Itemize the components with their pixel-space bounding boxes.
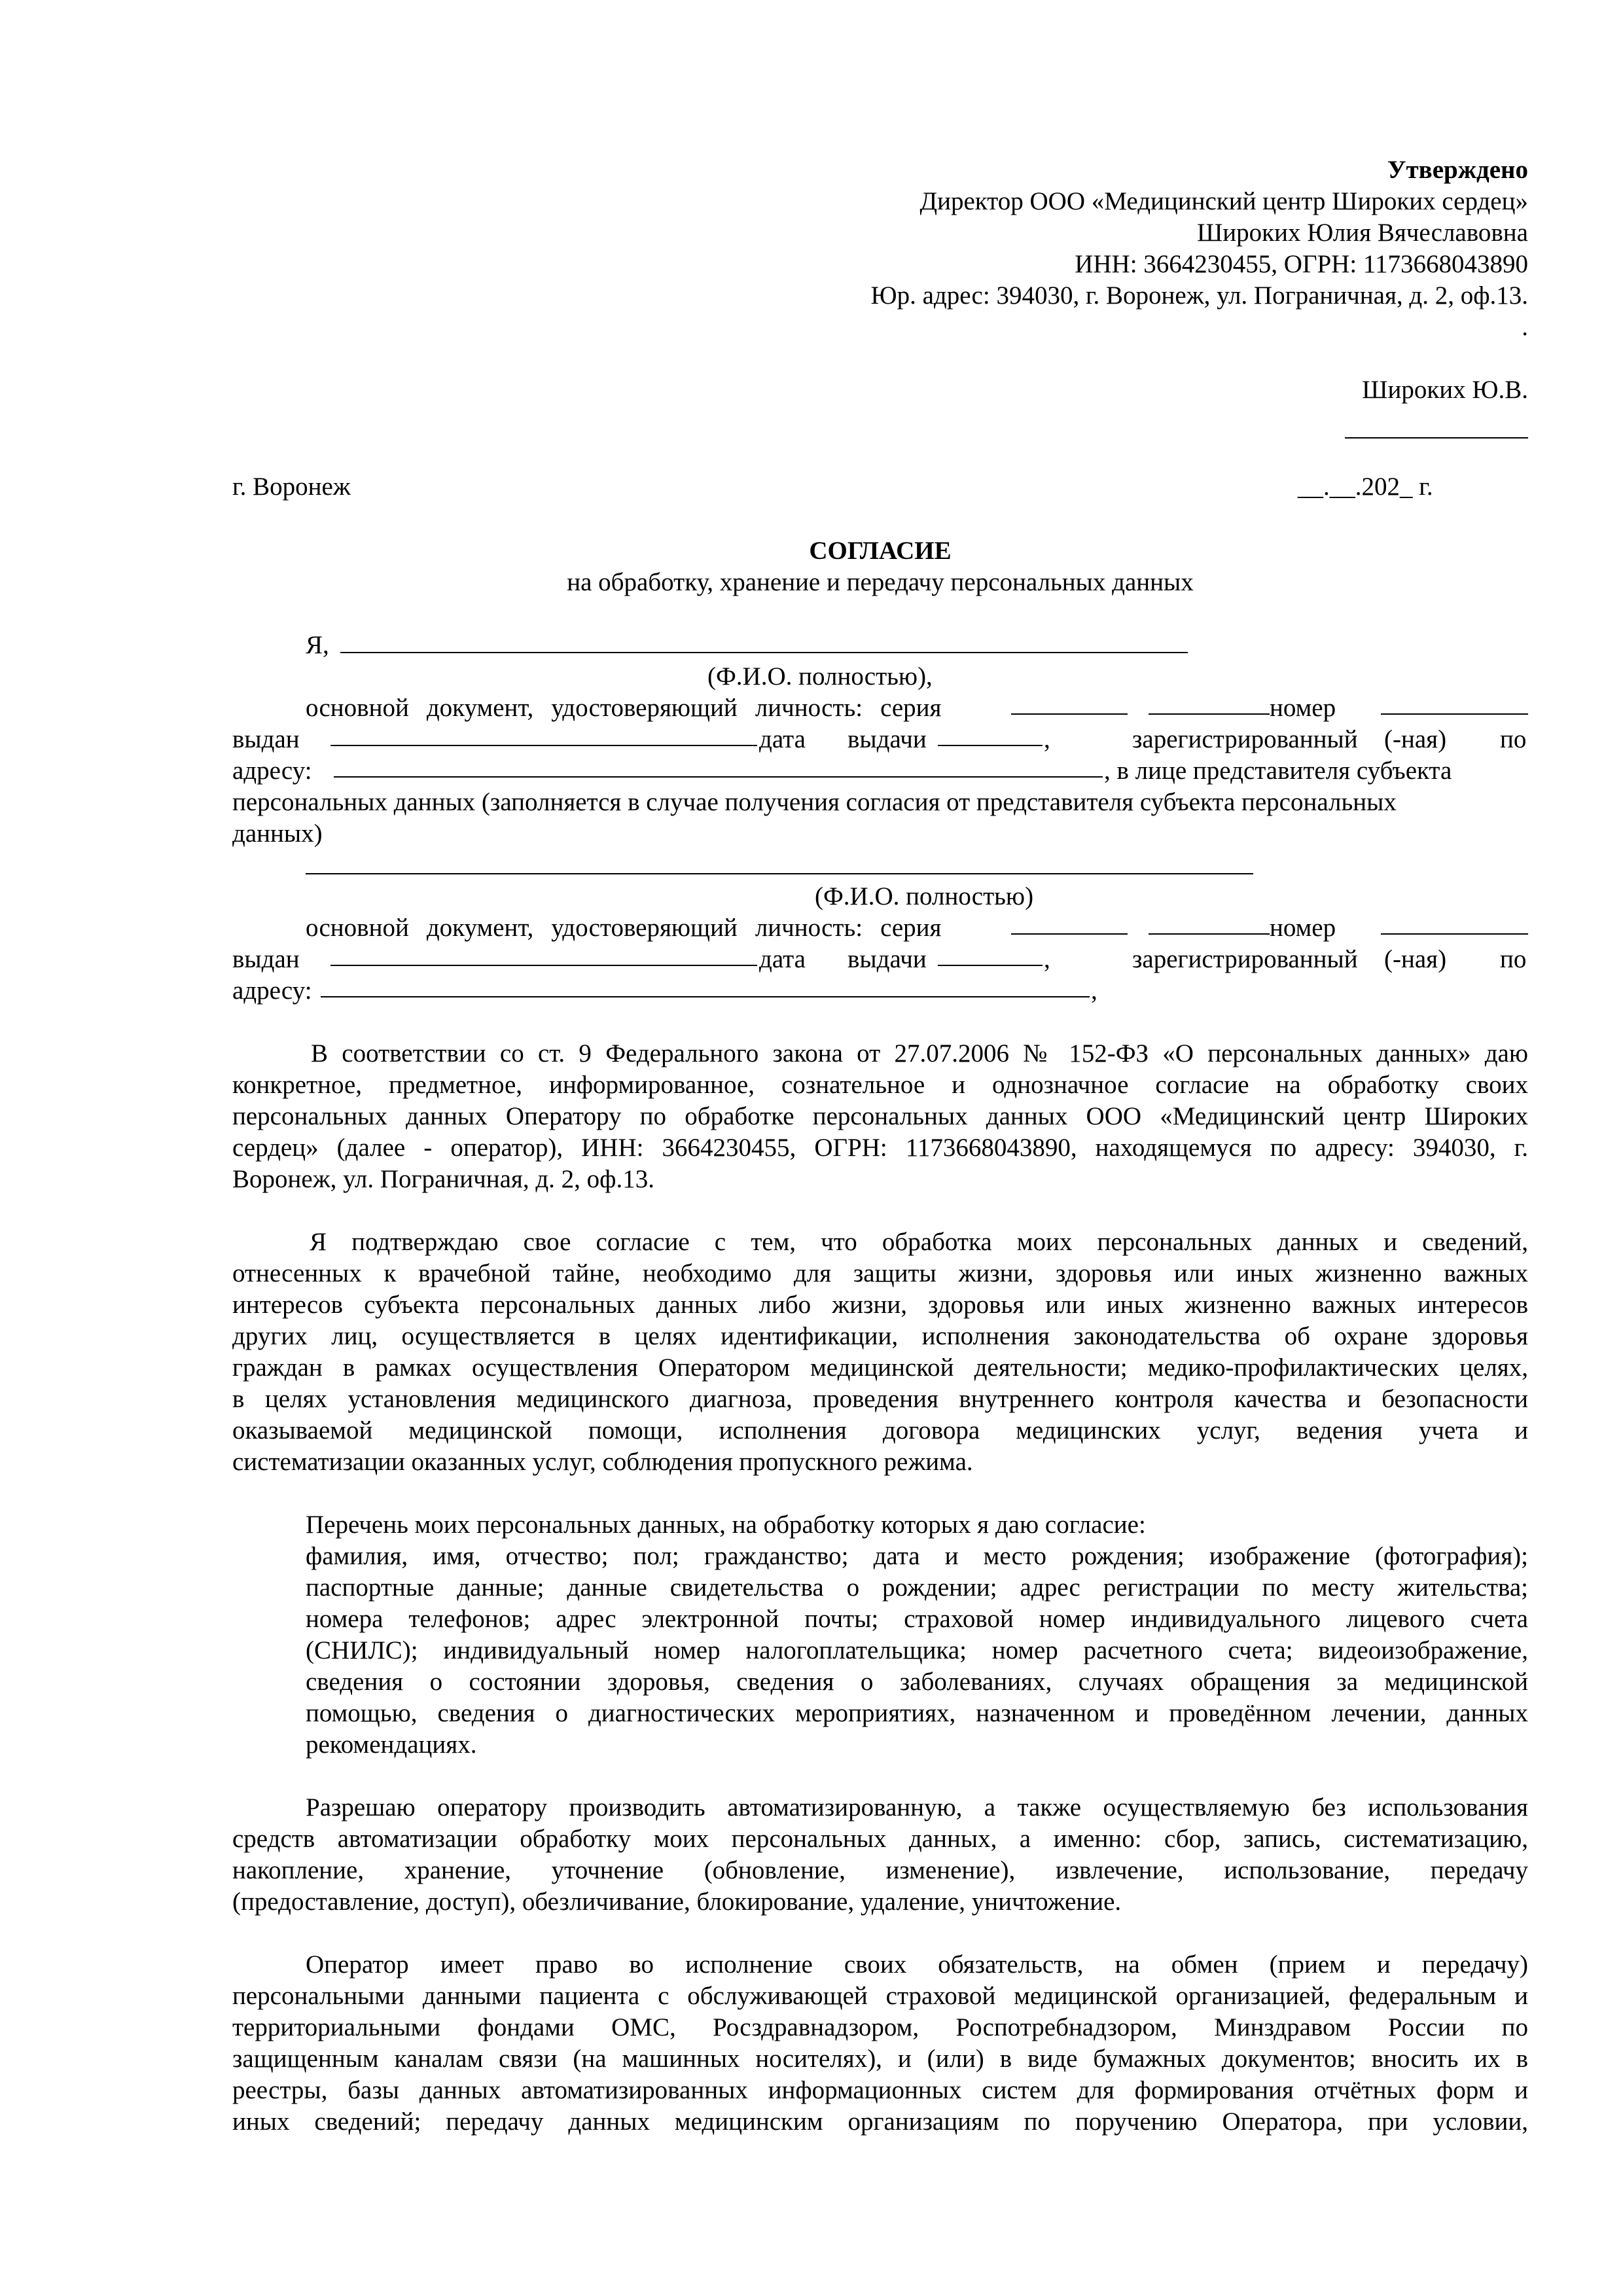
p5-line: персональными данными пациента с обслуживающей страховой медицинской организацией, федеральным и	[232, 1982, 1528, 2010]
address-line-2[interactable]	[321, 996, 1090, 997]
number-label-1: номер	[1270, 694, 1336, 722]
p2-line: Я подтверждаю свое согласие с тем, что обработка моих персональных данных и сведений,	[310, 1228, 1528, 1256]
p3-line: помощью, сведения о диагностических мероприятиях, назначенном и проведённом лечении, данных	[306, 1699, 1528, 1727]
director-name: Широких Юлия Вячеславовна	[1196, 219, 1528, 247]
comma-1: ,	[1044, 725, 1050, 753]
p4-line: накопление, хранение, уточнение (обновление, изменение), извлечение, использование, передачу	[232, 1856, 1528, 1884]
p1-line: персональных данных Оператору по обработке персональных данных ООО «Медицинский центр Широких	[232, 1102, 1528, 1130]
po-label-2: по	[1500, 945, 1527, 973]
doc-word: удостоверяющий	[551, 694, 738, 722]
issued-line-1[interactable]	[330, 745, 757, 746]
p1-line: Воронеж, ул. Пограничная, д. 2, оф.13.	[232, 1165, 654, 1193]
p4-line: (предоставление, доступ), обезличивание, блокирование, удаление, уничтожение.	[232, 1888, 1122, 1916]
fio-line-1[interactable]	[340, 652, 1188, 653]
comma-2: ,	[1044, 945, 1050, 973]
p2-line: интересов субъекта персональных данных либо жизни, здоровья или иных жизненно важных интересов	[232, 1291, 1528, 1319]
p2-line: в целях установления медицинского диагноза, проведения внутреннего контроля качества и безопасности	[232, 1385, 1528, 1413]
p3-line: сведения о состоянии здоровья, сведения о заболеваниях, случаях обращения за медицинской	[306, 1668, 1528, 1696]
address-end-2: ,	[1091, 977, 1097, 1005]
p3-line: рекомендациях.	[306, 1731, 477, 1759]
p2-line: граждан в рамках осуществления Оператором медицинской деятельности; медико-профилактических целях,	[232, 1354, 1528, 1382]
p5-line: защищенным каналам связи (на машинных носителях), и (или) в виде бумажных документов; вносить их в	[232, 2045, 1528, 2073]
doc-word: основной	[306, 914, 409, 942]
p2-line: других лиц, осуществляется в целях идентификации, исполнения законодательства об охране здоровья	[232, 1322, 1528, 1350]
p4-line: средств автоматизации обработку моих персональных данных, а именно: сбор, запись, систематизацию,	[232, 1825, 1528, 1853]
legal-address: Юр. адрес: 394030, г. Воронеж, ул. Пограничная, д. 2, оф.13.	[870, 281, 1528, 310]
p3-line: паспортные данные; данные свидетельства о рождении; адрес регистрации по месту жительства;	[306, 1573, 1528, 1602]
signature-name: Широких Ю.В.	[1362, 376, 1528, 404]
issue-label-2: выдачи	[847, 945, 927, 973]
po-label-1: по	[1500, 725, 1527, 753]
p2-line: систематизации оказанных услуг, соблюдения пропускного режима.	[232, 1448, 973, 1476]
p2-line: отнесенных к врачебной тайне, необходимо для защиты жизни, здоровья или иных жизненно важных	[232, 1259, 1528, 1287]
naya-label-2: (-ная)	[1384, 945, 1447, 973]
p3-line: (СНИЛС); индивидуальный номер налогоплательщика; номер расчетного счета; видеоизображение,	[306, 1636, 1528, 1664]
document-page	[232, 0, 1528, 2296]
approved-label: Утверждено	[1387, 156, 1528, 184]
document-subtitle: на обработку, хранение и передачу персональных данных	[567, 568, 1194, 596]
director-title: Директор ООО «Медицинский центр Широких сердец»	[919, 187, 1528, 215]
p1-line: В соответствии со ст. 9 Федерального закона от 27.07.2006 № 152-ФЗ «О персональных данных» даю	[311, 1039, 1528, 1067]
date-label-2: дата	[759, 945, 806, 973]
address-line-1[interactable]	[334, 776, 1103, 778]
city: г. Воронеж	[232, 473, 351, 501]
p5-line: реестры, базы данных автоматизированных информационных систем для формирования отчётных форм и	[232, 2076, 1528, 2104]
dot-mark: .	[1522, 313, 1528, 341]
doc-row-2	[306, 912, 1528, 944]
p5-line: территориальными фондами ОМС, Росздравнадзором, Роспотребнадзором, Минздравом России по	[232, 2013, 1528, 2041]
rep-line-3: данных)	[232, 819, 323, 848]
number-line-2[interactable]	[1381, 933, 1528, 935]
doc-word: серия	[880, 914, 942, 942]
p5-line: Оператор имеет право во исполнение своих обязательств, на обмен (прием и передачу)	[306, 1950, 1528, 1979]
naya-label-1: (-ная)	[1384, 725, 1447, 753]
issue-date-line-1[interactable]	[938, 745, 1043, 746]
doc-row-1	[306, 692, 1528, 724]
fio-line-2[interactable]	[306, 873, 1253, 874]
issued-label-2: выдан	[232, 945, 300, 973]
number-label-2: номер	[1270, 914, 1336, 942]
doc-word: документ,	[426, 914, 534, 942]
issued-label-1: выдан	[232, 725, 300, 753]
p3-line: фамилия, имя, отчество; пол; гражданство; дата и место рождения; изображение (фотография);	[306, 1542, 1528, 1570]
ya-label: Я,	[306, 631, 329, 659]
p1-line: сердец» (далее - оператор), ИНН: 3664230455, ОГРН: 1173668043890, находящемуся по адресу: 394030, г.	[232, 1134, 1528, 1162]
doc-word: документ,	[426, 694, 534, 722]
rep-text: , в лице представителя субъекта	[1104, 757, 1452, 785]
number-pre-line-1[interactable]	[1149, 713, 1270, 715]
issue-date-line-2[interactable]	[938, 965, 1043, 966]
fio-hint-1: (Ф.И.О. полностью),	[707, 662, 933, 691]
date-field: __.__.202_ г.	[1298, 473, 1433, 501]
number-pre-line-2[interactable]	[1149, 933, 1270, 935]
registered-label-2: зарегистрированный	[1132, 945, 1358, 973]
inn-ogrn: ИНН: 3664230455, ОГРН: 1173668043890	[1075, 250, 1528, 278]
doc-word: личность:	[755, 694, 863, 722]
signature-line	[1345, 437, 1528, 439]
date-label-1: дата	[759, 725, 806, 753]
address-label-2: адресу:	[232, 977, 312, 1005]
doc-word: основной	[306, 694, 409, 722]
p1-line: конкретное, предметное, информированное, сознательное и однозначное согласие на обработку своих	[232, 1071, 1528, 1099]
p3-intro: Перечень моих персональных данных, на обработку которых я даю согласие:	[306, 1511, 1146, 1539]
rep-line-2: персональных данных (заполняется в случае получения согласия от представителя субъекта персональных	[232, 788, 1397, 816]
series-line-2[interactable]	[1011, 933, 1128, 935]
doc-word: личность:	[755, 914, 863, 942]
series-line-1[interactable]	[1011, 713, 1128, 715]
document-title: СОГЛАСИЕ	[809, 537, 952, 565]
registered-label-1: зарегистрированный	[1132, 725, 1358, 753]
fio-hint-2: (Ф.И.О. полностью)	[815, 882, 1034, 910]
number-line-1[interactable]	[1381, 713, 1528, 715]
p5-line: иных сведений; передачу данных медицинским организациям по поручению Оператора, при условии,	[232, 2108, 1528, 2136]
p4-line: Разрешаю оператору производить автоматизированную, а также осуществляемую без использования	[306, 1793, 1528, 1821]
p2-line: оказываемой медицинской помощи, исполнения договора медицинских услуг, ведения учета и	[232, 1416, 1528, 1444]
doc-word: удостоверяющий	[551, 914, 738, 942]
doc-word: серия	[880, 694, 942, 722]
issue-label-1: выдачи	[847, 725, 927, 753]
address-label-1: адресу:	[232, 757, 312, 785]
p3-line: номера телефонов; адрес электронной почты; страховой номер индивидуального лицевого счета	[306, 1605, 1528, 1633]
issued-line-2[interactable]	[330, 965, 757, 966]
